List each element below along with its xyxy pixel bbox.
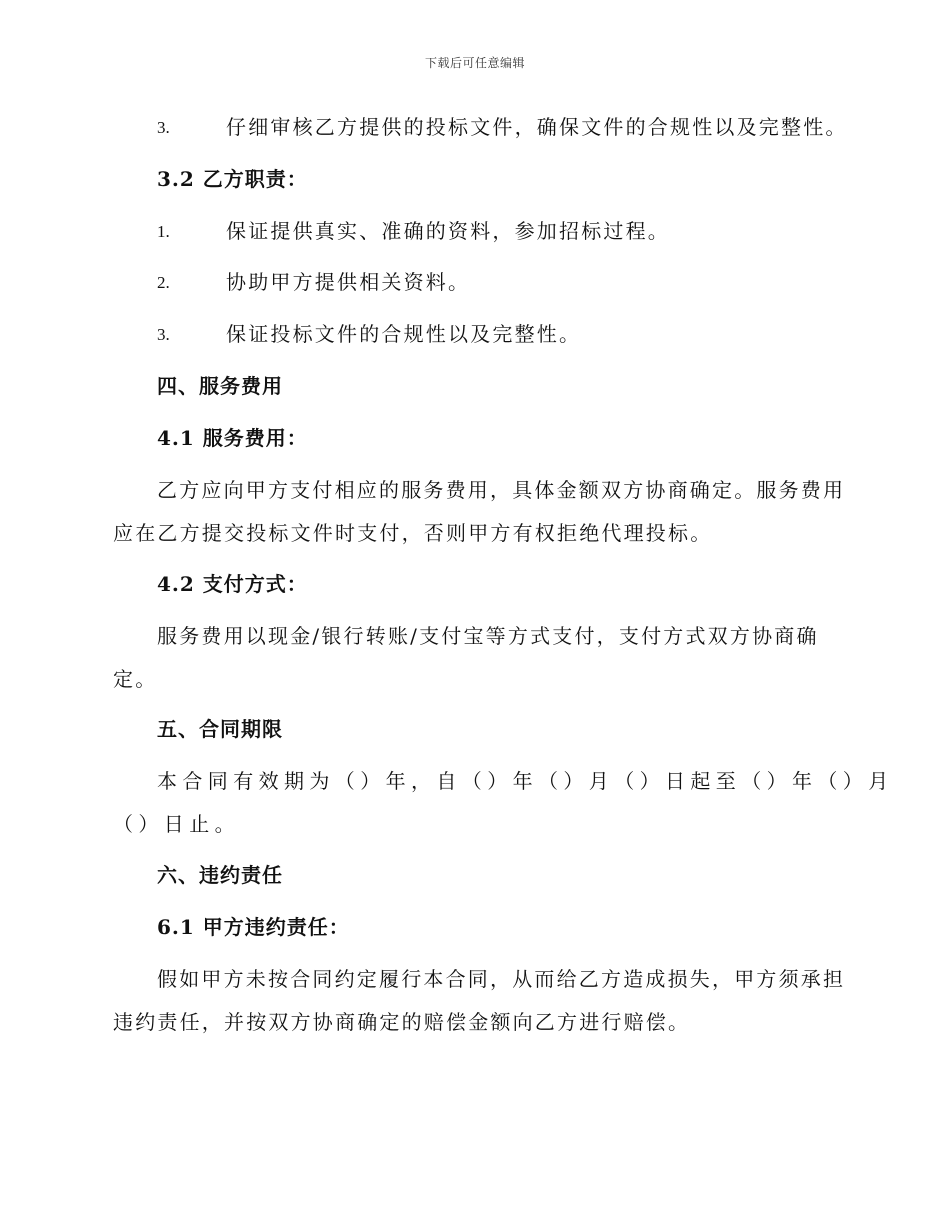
section-6-title: 六、违约责任 [157,863,283,887]
section-4-2-title: 4.2 支付方式： [157,572,308,596]
list-item-number: 1. [157,222,170,241]
paragraph-line: 乙方应向甲方支付相应的服务费用，具体金额双方协商确定。服务费用 [157,478,846,502]
page-header-note: 下载后可任意编辑 [424,56,525,70]
section-3-2-title: 3.2 乙方职责： [157,167,308,191]
section-5-title: 五、合同期限 [157,717,283,741]
paragraph-line: 本合同有效期为（）年，自（）年（）月（）日起至（）年（）月 [157,769,894,793]
list-item-text: 仔细审核乙方提供的投标文件，确保文件的合规性以及完整性。 [226,115,848,139]
list-item-text: 保证投标文件的合规性以及完整性。 [226,322,582,346]
list-item-number: 3. [157,118,170,137]
paragraph-line: 假如甲方未按合同约定履行本合同，从而给乙方造成损失，甲方须承担 [157,967,846,991]
section-6-1-title: 6.1 甲方违约责任： [157,915,350,939]
section-4-title: 四、服务费用 [157,374,283,398]
list-item-text: 协助甲方提供相关资料。 [226,270,471,294]
list-item-number: 3. [157,325,170,344]
paragraph-line: 服务费用以现金/银行转账/支付宝等方式支付，支付方式双方协商确 [157,624,819,648]
paragraph-line: 定。 [113,667,158,691]
paragraph-line: （）日止。 [113,812,240,836]
list-item-text: 保证提供真实、准确的资料，参加招标过程。 [226,219,670,243]
paragraph-line: 应在乙方提交投标文件时支付，否则甲方有权拒绝代理投标。 [113,521,713,545]
list-item-number: 2. [157,273,170,292]
section-4-1-title: 4.1 服务费用： [157,426,308,450]
paragraph-line: 违约责任，并按双方协商确定的赔偿金额向乙方进行赔偿。 [113,1010,691,1034]
